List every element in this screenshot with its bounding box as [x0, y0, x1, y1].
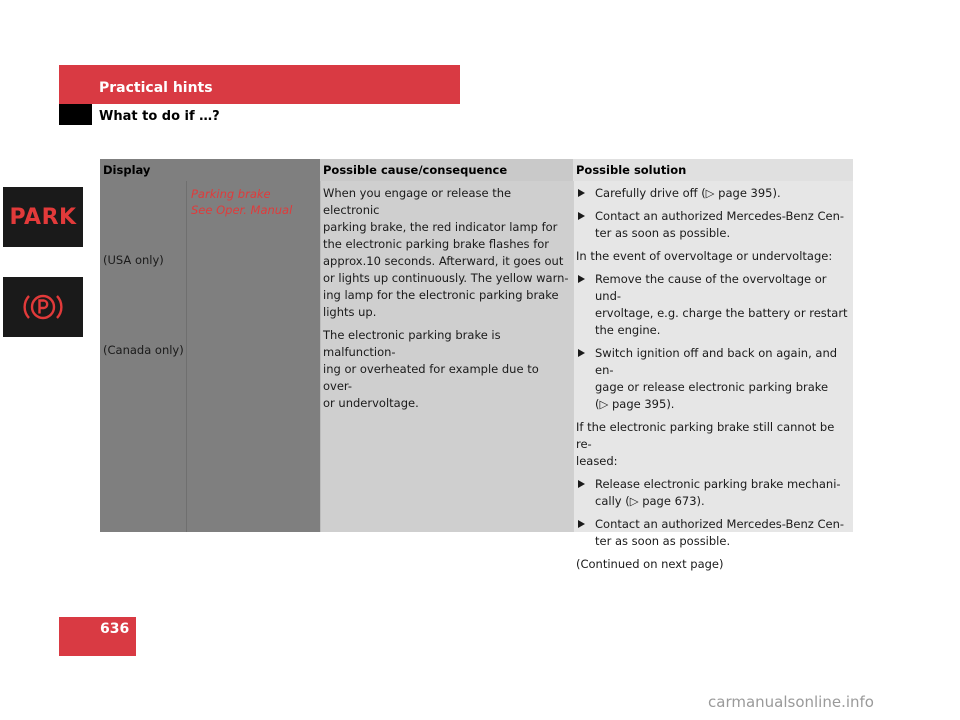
solution-note: [576, 419, 850, 470]
solution-line: If the electronic parking brake still cannot be re-: [576, 420, 835, 451]
solution-line: the engine.: [595, 323, 661, 337]
solution-line: ervoltage, e.g. charge the battery or restart: [595, 306, 848, 320]
section-subtitle: What to do if …?: [99, 109, 220, 124]
cause-paragraph: [323, 327, 569, 412]
solution-step: [576, 271, 850, 339]
bullet-arrow-icon: [578, 520, 585, 528]
continued-note: (Continued on next page): [576, 557, 724, 571]
solution-line: (▷ page 395).: [595, 397, 675, 411]
display-message-column: [187, 181, 320, 532]
subtitle-marker: [59, 104, 92, 125]
solution-line: cally (▷ page 673).: [595, 494, 705, 508]
solution-step: [576, 516, 850, 550]
park-indicator-text: PARK: [9, 204, 77, 230]
electronic-parking-brake-icon: [3, 277, 83, 337]
bullet-arrow-icon: [578, 275, 585, 283]
cause-paragraph: [323, 185, 569, 321]
solution-line: ter as soon as possible.: [595, 534, 731, 548]
page-number: 636: [100, 621, 130, 637]
section-title: Practical hints: [99, 80, 213, 96]
solution-line: Remove the cause of the overvoltage or und-: [595, 272, 827, 303]
park-indicator-icon: [3, 187, 83, 247]
bullet-arrow-icon: [578, 349, 585, 357]
cause-line: ing lamp for the electronic parking brake: [323, 288, 559, 302]
solution-line: Carefully drive off (▷ page 395).: [595, 186, 781, 200]
solution-line: leased:: [576, 454, 618, 468]
parking-brake-symbol: [21, 290, 65, 324]
cause-text: [323, 185, 569, 418]
solution-step: [576, 476, 850, 510]
watermark: carmanualsonline.info: [708, 693, 874, 711]
cause-line: approx.10 seconds. Afterward, it goes out: [323, 254, 564, 268]
cause-line: or lights up continuously. The yellow warn-: [323, 271, 569, 285]
display-message-line: Parking brake: [191, 187, 271, 201]
header-cause: Possible cause/consequence: [320, 159, 573, 181]
cause-line: The electronic parking brake is malfunction-: [323, 328, 501, 359]
solution-step: [576, 185, 850, 202]
display-message: [191, 186, 292, 218]
solution-line: Release electronic parking brake mechani-: [595, 477, 841, 491]
table-header: [100, 159, 853, 181]
cause-line: lights up.: [323, 305, 377, 319]
bullet-arrow-icon: [578, 212, 585, 220]
solution-step: [576, 208, 850, 242]
bullet-arrow-icon: [578, 189, 585, 197]
cause-line: or undervoltage.: [323, 396, 419, 410]
cause-line: When you engage or release the electronic: [323, 186, 512, 217]
solution-line: Contact an authorized Mercedes-Benz Cen-: [595, 517, 845, 531]
solution-text: [576, 185, 850, 579]
cause-line: the electronic parking brake flashes for: [323, 237, 550, 251]
bullet-arrow-icon: [578, 480, 585, 488]
solution-step: [576, 345, 850, 413]
caption-usa: (USA only): [103, 253, 164, 267]
solution-line: gage or release electronic parking brake: [595, 380, 829, 394]
display-message-line: See Oper. Manual: [191, 203, 293, 217]
solution-line: ter as soon as possible.: [595, 226, 731, 240]
cause-line: ing or overheated for example due to over-: [323, 362, 539, 393]
solution-line: Contact an authorized Mercedes-Benz Cen-: [595, 209, 845, 223]
header-solution: Possible solution: [573, 159, 853, 181]
caption-canada: (Canada only): [103, 343, 184, 357]
header-display: Display: [100, 159, 320, 181]
solution-note: In the event of overvoltage or undervoltage:: [576, 249, 833, 263]
solution-line: Switch ignition off and back on again, and en-: [595, 346, 838, 377]
cause-line: parking brake, the red indicator lamp for: [323, 220, 558, 234]
